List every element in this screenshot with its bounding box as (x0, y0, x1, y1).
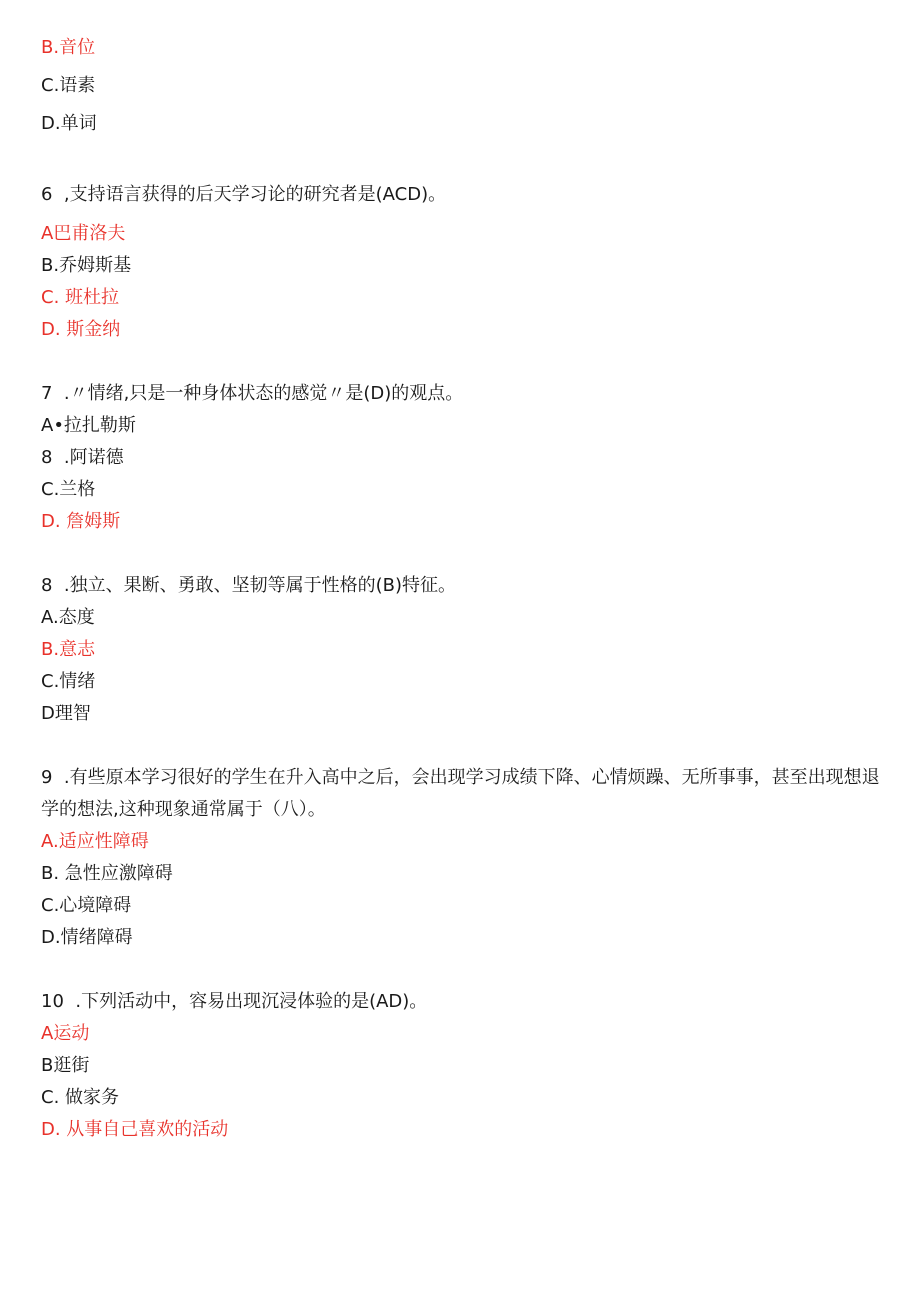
q6-stem: 6 ,支持语言获得的后天学习论的研究者是(ACD)。 (41, 184, 447, 205)
q6-option-b: B.乔姆斯基 (41, 255, 132, 276)
q8-option-c: C.情绪 (41, 671, 96, 692)
q8-option-d: D理智 (41, 703, 91, 724)
q9-option-c: C.心境障碍 (41, 895, 132, 916)
q6-option-a: A巴甫洛夫 (41, 223, 126, 244)
q5-option-b: B.音位 (41, 37, 96, 58)
q10-option-b: B逛街 (41, 1055, 90, 1076)
q7-option-a: A•拉扎勒斯 (41, 415, 136, 436)
q8-stem: 8 .独立、果断、勇敢、坚韧等属于性格的(B)特征。 (41, 575, 457, 596)
q9-stem: 9 .有些原本学习很好的学生在升入高中之后，会出现学习成绩下降、心情烦躁、无所事事，甚至出现想退学的想法,这种现象通常属于（八）。 (41, 767, 880, 820)
q8-option-b: B.意志 (41, 639, 96, 660)
q6-option-c: C. 班杜拉 (41, 287, 120, 308)
q7-stem: 7 .〃情绪,只是一种身体状态的感觉〃是(D)的观点。 (41, 383, 464, 404)
q9-option-a: A.适应性障碍 (41, 831, 149, 852)
q8-option-a: A.态度 (41, 607, 95, 628)
q10-stem: 10 .下列活动中，容易出现沉浸体验的是(AD)。 (41, 991, 428, 1012)
q9-option-d: D.情绪障碍 (41, 927, 133, 948)
q7-option-b: 8 .阿诺德 (41, 447, 124, 468)
q10-option-a: A运动 (41, 1023, 90, 1044)
q5-option-c: C.语素 (41, 75, 96, 96)
q7-option-c: C.兰格 (41, 479, 96, 500)
q10-option-d: D. 从事自己喜欢的活动 (41, 1119, 229, 1140)
q9-option-b: B. 急性应激障碍 (41, 863, 173, 884)
q7-option-d: D. 詹姆斯 (41, 511, 121, 532)
q6-option-d: D. 斯金纳 (41, 319, 121, 340)
q5-option-d: D.单词 (41, 113, 97, 134)
q10-option-c: C. 做家务 (41, 1087, 120, 1108)
